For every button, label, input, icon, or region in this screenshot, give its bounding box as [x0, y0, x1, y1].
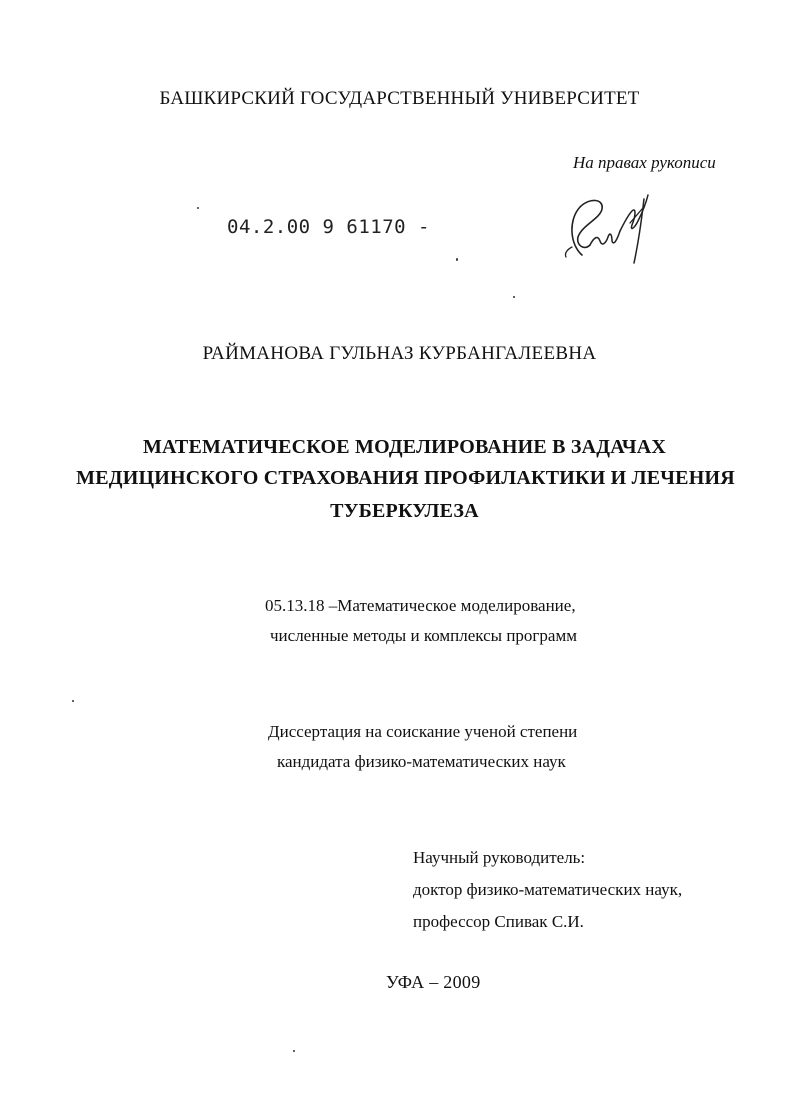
scan-speck	[72, 700, 74, 702]
manuscript-note: На правах рукописи	[573, 153, 716, 172]
dissertation-line-1: Диссертация на соискание ученой степени	[268, 722, 578, 741]
city-year: УФА – 2009	[386, 972, 481, 992]
archive-stamp-number: 04.2.00 9 61170 -	[227, 216, 430, 238]
title-line-2: МЕДИЦИНСКОГО СТРАХОВАНИЯ ПРОФИЛАКТИКИ И ЛЕЧЕНИЯ	[76, 467, 735, 489]
supervisor-degree: доктор физико-математических наук,	[413, 880, 683, 899]
supervisor-name: профессор Спивак С.И.	[413, 912, 584, 931]
scan-speck	[293, 1050, 295, 1052]
scan-speck	[513, 296, 515, 298]
scan-speck	[197, 207, 199, 209]
author-name: РАЙМАНОВА ГУЛЬНАЗ КУРБАНГАЛЕЕВНА	[202, 343, 597, 364]
supervisor-label: Научный руководитель:	[413, 848, 586, 867]
specialty-line-1: 05.13.18 –Математическое моделирование,	[265, 596, 576, 615]
handwritten-signature	[560, 185, 660, 270]
title-line-1: МАТЕМАТИЧЕСКОЕ МОДЕЛИРОВАНИЕ В ЗАДАЧАХ	[142, 436, 667, 458]
scan-speck	[456, 258, 458, 261]
specialty-line-2: численные методы и комплексы программ	[270, 626, 577, 645]
university-name: БАШКИРСКИЙ ГОСУДАРСТВЕННЫЙ УНИВЕРСИТЕТ	[159, 88, 640, 109]
dissertation-line-2: кандидата физико-математических наук	[277, 752, 566, 771]
title-line-3: ТУБЕРКУЛЕЗА	[330, 500, 479, 522]
